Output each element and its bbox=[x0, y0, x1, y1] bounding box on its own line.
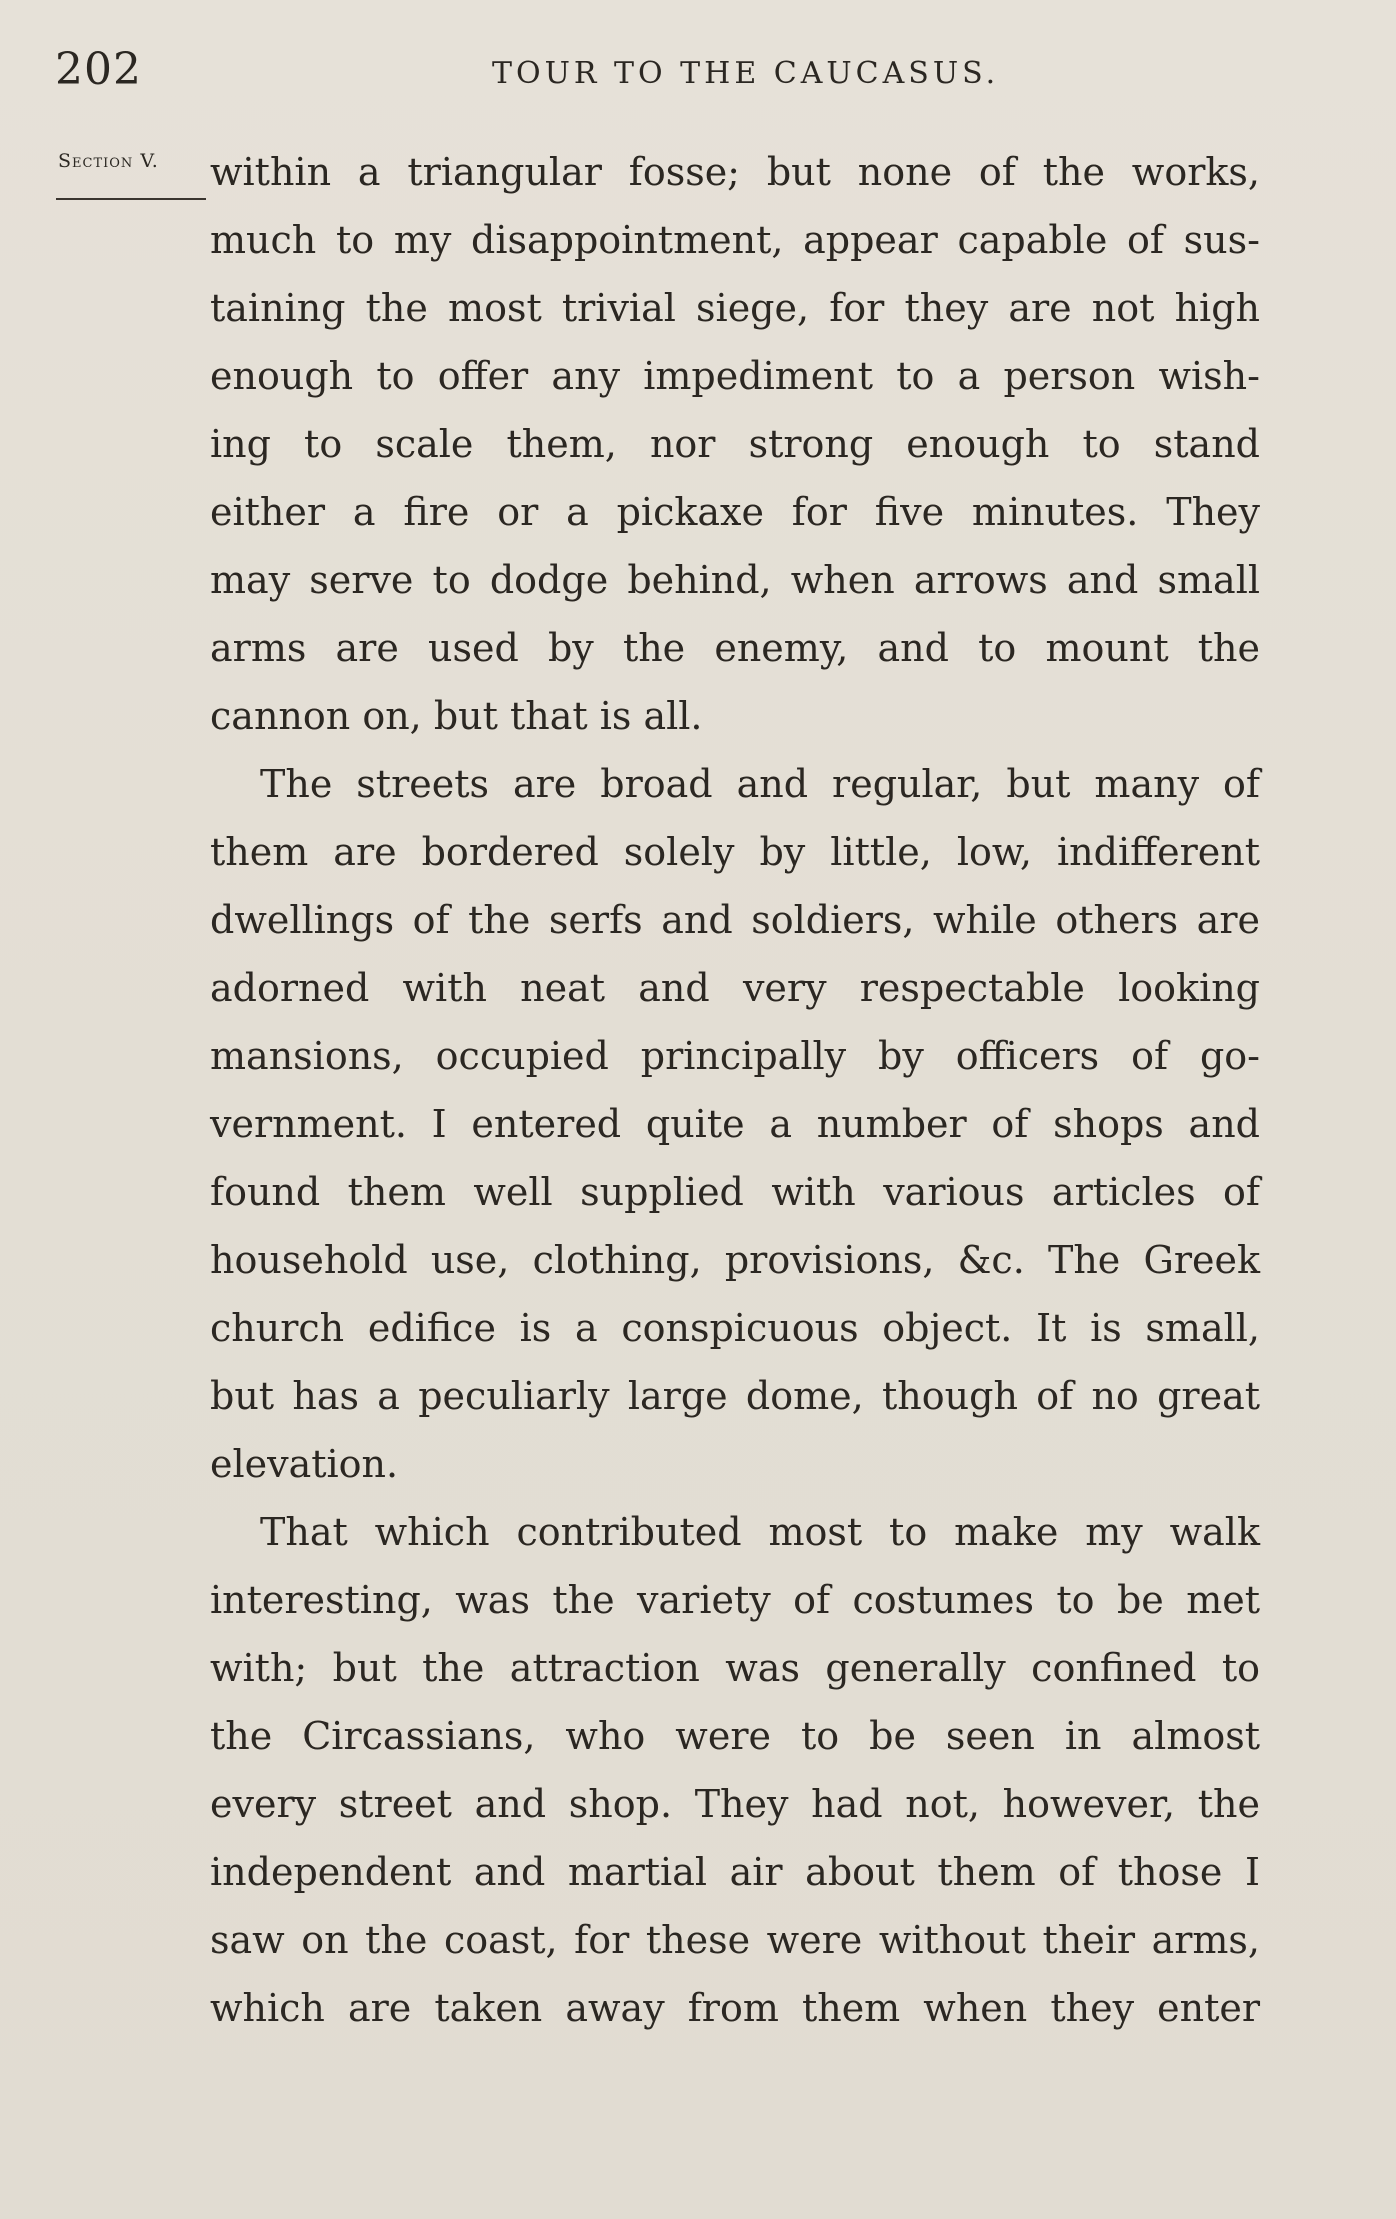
text-line: the Circassians, who were to be seen in almost bbox=[210, 1714, 1260, 1758]
page-number: 202 bbox=[55, 44, 142, 95]
text-line: vernment. I entered quite a number of shops and bbox=[210, 1102, 1260, 1146]
text-line: but has a peculiarly large dome, though of no great bbox=[210, 1374, 1260, 1418]
text-line: ing to scale them, nor strong enough to stand bbox=[210, 422, 1260, 466]
text-line: That which contributed most to make my walk bbox=[260, 1510, 1260, 1554]
text-line: them are bordered solely by little, low, indifferent bbox=[210, 830, 1260, 874]
text-line: enough to offer any impediment to a person wish- bbox=[210, 354, 1260, 398]
margin-rule bbox=[56, 198, 206, 200]
text-line: much to my disappointment, appear capable of sus- bbox=[210, 218, 1260, 262]
text-line: interesting, was the variety of costumes to be met bbox=[210, 1578, 1260, 1622]
text-line: dwellings of the serfs and soldiers, while others are bbox=[210, 898, 1260, 942]
text-line: which are taken away from them when they enter bbox=[210, 1986, 1260, 2030]
text-line: either a fire or a pickaxe for five minutes. They bbox=[210, 490, 1260, 534]
text-line: may serve to dodge behind, when arrows and small bbox=[210, 558, 1260, 602]
text-line: The streets are broad and regular, but many of bbox=[260, 762, 1260, 806]
text-line: saw on the coast, for these were without their arms, bbox=[210, 1918, 1260, 1962]
text-line: independent and martial air about them of those I bbox=[210, 1850, 1260, 1894]
body-text bbox=[210, 138, 1260, 2042]
text-line: elevation. bbox=[210, 1442, 399, 1486]
text-line: with; but the attraction was generally confined to bbox=[210, 1646, 1260, 1690]
text-line: adorned with neat and very respectable looking bbox=[210, 966, 1260, 1010]
text-line: found them well supplied with various articles of bbox=[210, 1170, 1260, 1214]
text-line: every street and shop. They had not, however, the bbox=[210, 1782, 1260, 1826]
text-line: within a triangular fosse; but none of the works, bbox=[210, 150, 1260, 194]
text-line: cannon on, but that is all. bbox=[210, 694, 703, 738]
text-line: arms are used by the enemy, and to mount the bbox=[210, 626, 1260, 670]
text-line: church edifice is a conspicuous object. It is small, bbox=[210, 1306, 1260, 1350]
section-margin-note: Section V. bbox=[58, 150, 159, 172]
text-line: taining the most trivial siege, for they are not high bbox=[210, 286, 1260, 330]
text-line: mansions, occupied principally by officers of go- bbox=[210, 1034, 1260, 1078]
running-title: TOUR TO THE CAUCASUS. bbox=[492, 56, 1000, 91]
text-line: household use, clothing, provisions, &c. The Greek bbox=[210, 1238, 1260, 1282]
